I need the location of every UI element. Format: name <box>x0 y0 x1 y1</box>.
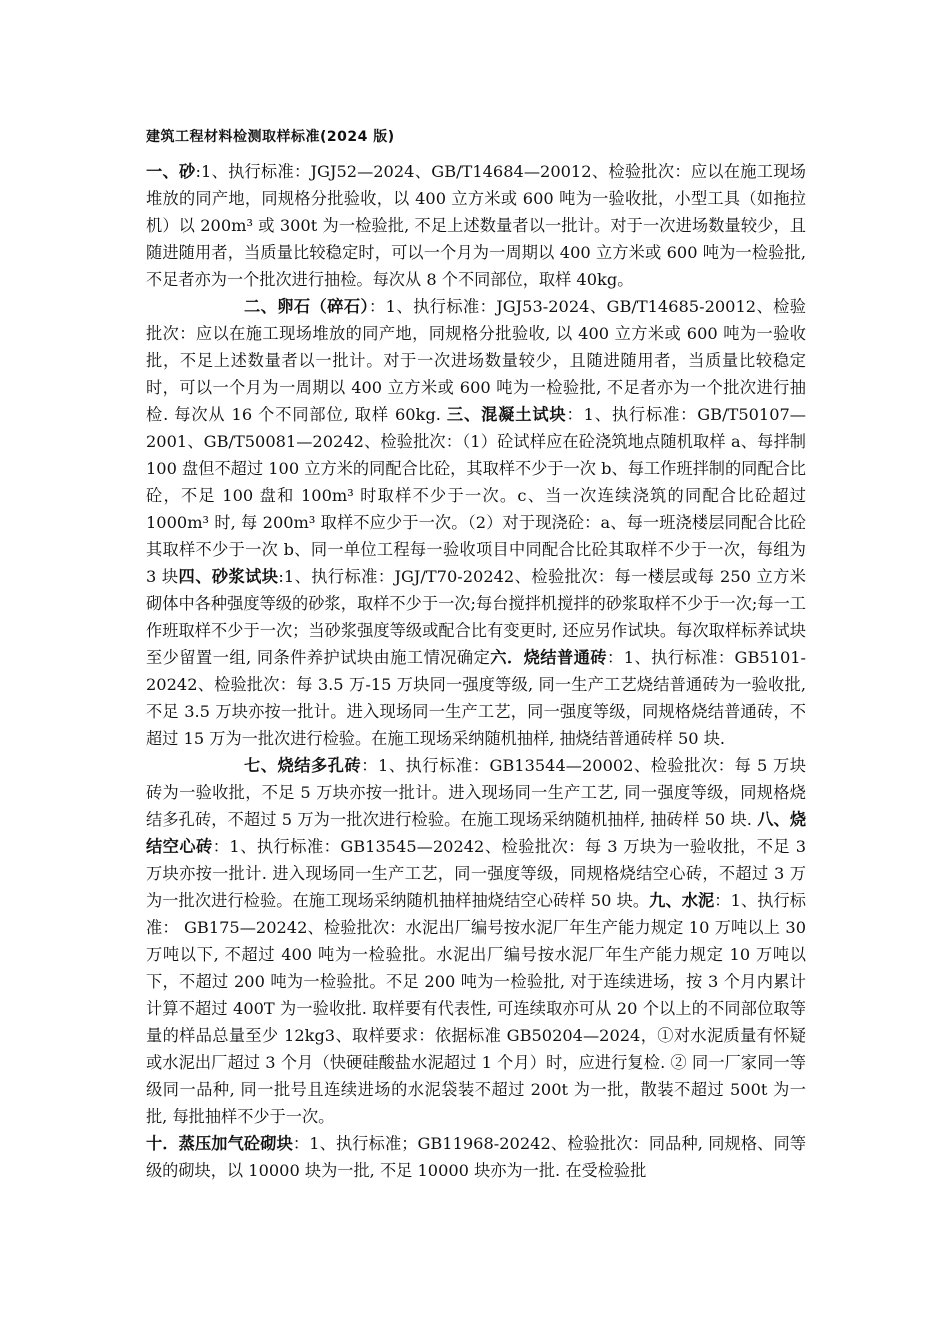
section-heading-cement: 九、水泥 <box>649 891 715 910</box>
section-heading-mortar: 四、砂浆试块 <box>178 567 279 586</box>
section-heading-sand: 一、砂 <box>146 162 196 181</box>
section-heading-common-brick: 六．烧结普通砖 <box>490 648 608 667</box>
section-text-aerated-block: ：1、执行标准；GB11968-20242、检验批次：同品种, 同规格、同等级的砌块，以 10000 块为一批, 不足 10000 块亦为一批. 在受检验批 <box>146 1134 807 1180</box>
section-text-perforated-brick: ：1、执行标准：GB13544—20002、检验批次：每 5 万块砖为一验收批，不足 5 万块亦按一批计。进入现场同一生产工艺, 同一强度等级，同规格烧结多孔砖，不超过 5 万为一批次进行检验。在施工现场采纳随机抽样, 抽砖样 50 块. <box>146 756 806 829</box>
paragraph-sand <box>146 158 806 293</box>
section-heading-concrete: 三、混凝土试块 <box>446 405 567 424</box>
paragraph-bricks-cement <box>146 752 806 1130</box>
section-text-concrete: ：1、执行标准：GB/T50107—2001、GB/T50081—20242、检验批次：（1）砼试样应在砼浇筑地点随机取样 a、每拌制 100 盘但不超过 100 立方米的同配合比砼，其取样不少于一次 b、每工作班拌制的同配合比砼，不足 100 盘和 100m³ 时取样不少于一次。c、当一次连续浇筑的同配合比砼超过 1000m³ 时, 每 200m³ 取样不应少于一次。（2）对于现浇砼：a、每一班浇楼层同配合比砼其取样不少于一次 b、同一单位工程每一验收项目中同配合比砼其取样不少于一次，每组为 3 块 <box>146 405 806 586</box>
document-body <box>146 158 806 1184</box>
section-heading-aerated-block: 十．蒸压加气砼砌块 <box>146 1134 293 1153</box>
section-text-hollow-brick: ：1、执行标准：GB13545—20242、检验批次：每 3 万块为一验收批，不足 3 万块亦按一批计. 进入现场同一生产工艺，同一强度等级，同规格烧结空心砖，不超过 3 万为一批次进行检验。在施工现场采纳随机抽样抽烧结空心砖样 50 块。 <box>146 837 807 910</box>
section-heading-gravel: 二、卵石（碎石） <box>244 297 370 316</box>
section-text-sand: :1、执行标准：JGJ52—2024、GB/T14684—20012、检验批次：应以在施工现场堆放的同产地，同规格分批验收，以 400 立方米或 600 吨为一验收批，小型工具（如拖拉机）以 200m³ 或 300t 为一检验批, 不足上述数量者以一批计。对于一次进场数量较少，且随进随用者，当质量比较稳定时，可以一个月为一周期以 400 立方米或 600 吨为一检验批, 不足者亦为一个批次进行抽检。每次从 8 个不同部位，取样 40kg。 <box>146 162 806 289</box>
paragraph-gravel-concrete <box>146 293 806 752</box>
section-heading-perforated-brick: 七、烧结多孔砖 <box>244 756 362 775</box>
paragraph-aerated-block <box>146 1130 806 1184</box>
section-text-cement: ：1、执行标准： GB175—20242、检验批次：水泥出厂编号按水泥厂年生产能力规定 10 万吨以上 30 万吨以下, 不超过 400 吨为一检验批。水泥出厂编号按水泥厂年生产能力规定 10 万吨以下，不超过 200 吨为一检验批。不足 200 吨为一检验批, 对于连续进场，按 3 个月内累计计算不超过 400T 为一验收批. 取样要有代表性, 可连续取亦可从 20 个以上的不同部位取等量的样品总量至少 12kg3、取样要求：依据标准 GB50204—2024，①对水泥质量有怀疑或水泥出厂超过 3 个月（快硬硅酸盐水泥超过 1 个月）时，应进行复检. ② 同一厂家同一等级同一品种, 同一批号且连续进场的水泥袋装不超过 200t 为一批，散装不超过 500t 为一批, 每批抽样不少于一次。 <box>146 891 806 1126</box>
section-text-gravel: ：1、执行标准：JGJ53-2024、GB/T14685-20012、检验批次：应以在施工现场堆放的同产地，同规格分批验收, 以 400 立方米或 600 吨为一验收批，不足上述数量者以一批计。对于一次进场数量较少，且随进随用者，当质量比较稳定时，可以一个月为一周期以 400 立方米或 600 吨为一检验批, 不足者亦为一个批次进行抽检. 每次从 16 个不同部位, 取样 60kg. <box>146 297 806 424</box>
document-title: 建筑工程材料检测取样标准(2024 版) <box>146 129 395 145</box>
section-text-common-brick: ：1、执行标准：GB5101-20242、检验批次：每 3.5 万-15 万块同一强度等级, 同一生产工艺烧结普通砖为一验收批, 不足 3.5 万块亦按一批计。进入现场同一生产工艺，同一强度等级，同规格烧结普通砖，不超过 15 万为一批次进行检验。在施工现场采纳随机抽样, 抽烧结普通砖样 50 块. <box>146 648 807 748</box>
section-heading-hollow-brick: 八、烧结空心砖 <box>146 810 807 856</box>
section-text-mortar: :1、执行标准：JGJ/T70-20242、检验批次：每一楼层或每 250 立方米砌体中各种强度等级的砂浆，取样不少于一次;每台搅拌机搅拌的砂浆取样不少于一次;每一工作班取样不少于一次；当砂浆强度等级或配合比有变更时, 还应另作试块。每次取样标养试块至少留置一组, 同条件养护试块由施工情况确定 <box>146 567 806 667</box>
